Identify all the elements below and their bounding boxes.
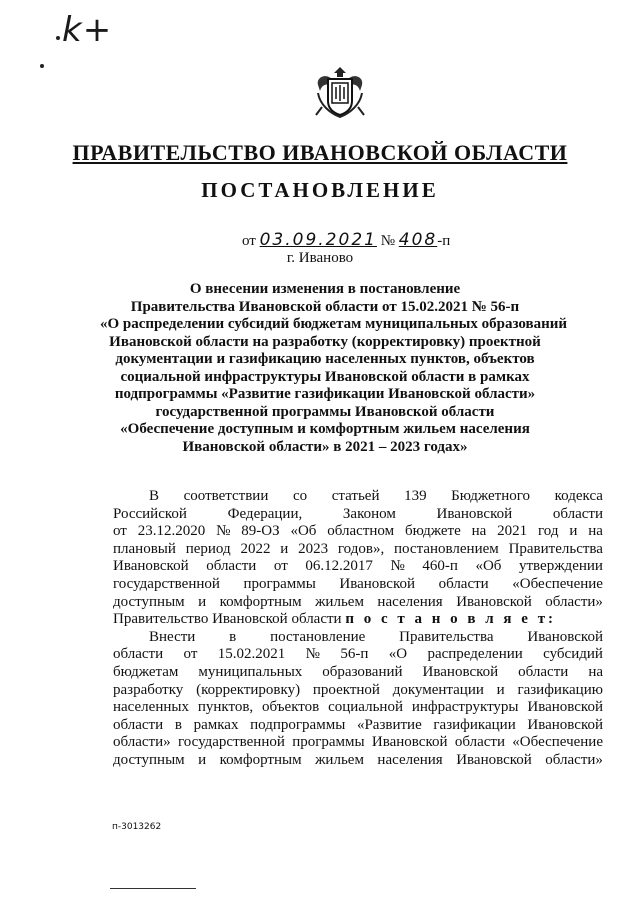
word: на	[588, 663, 603, 680]
ink-dot	[56, 36, 60, 40]
word: Ивановской	[456, 593, 532, 610]
body-line	[113, 682, 603, 700]
body-line	[113, 523, 603, 541]
word: пунктов,	[197, 699, 254, 716]
body-line	[113, 488, 603, 506]
word: образований	[322, 663, 403, 680]
word: 460-п	[422, 558, 458, 575]
word: 2022	[240, 540, 271, 557]
word: В	[149, 488, 160, 504]
word: муниципальных	[198, 663, 303, 680]
word: постановление	[270, 628, 366, 645]
word: 06.12.2017	[305, 558, 373, 575]
word: Ивановской	[371, 734, 448, 751]
word: годов»,	[337, 540, 385, 557]
word: документации	[392, 681, 484, 698]
word: от	[183, 646, 198, 663]
subject-line: «О распределении субсидий бюджетам муниципальных образований	[100, 316, 568, 332]
body-line	[113, 629, 603, 647]
word: области»	[545, 593, 603, 610]
body-line	[113, 752, 603, 770]
word: жильем	[315, 751, 364, 768]
city: г. Иваново	[286, 250, 354, 266]
word: 89-ОЗ	[241, 523, 280, 540]
word: Российской	[113, 505, 187, 522]
ink-dot	[40, 64, 44, 68]
word: Ивановской	[527, 716, 603, 733]
word: и	[198, 593, 207, 610]
word: области	[113, 716, 164, 733]
subject-line: «Обеспечение доступным и комфортным жильем населения	[120, 421, 530, 437]
word: плановый	[113, 540, 176, 557]
word: бюджете	[405, 523, 461, 540]
word: Ивановской	[527, 628, 603, 645]
word: 2021	[497, 523, 528, 540]
word: и	[198, 751, 207, 768]
word: и	[280, 540, 289, 557]
word: в	[229, 628, 237, 645]
word: разработку	[113, 681, 184, 698]
subject-line: Ивановской области на разработку (корректировку) проектной	[109, 333, 541, 350]
body-line	[113, 506, 603, 524]
word: социальной	[328, 699, 403, 716]
word: со	[292, 488, 308, 504]
word: «Обеспечение	[512, 734, 603, 751]
body-line	[113, 646, 603, 664]
word: доступным	[113, 751, 185, 768]
body-line	[113, 541, 603, 559]
word: Внести	[149, 628, 196, 645]
word: программы	[292, 734, 365, 751]
word: в	[174, 716, 182, 733]
word: «Об	[290, 523, 317, 540]
date-prefix: от	[242, 233, 256, 249]
word: на	[588, 523, 603, 540]
word: подпрограммы	[250, 716, 346, 733]
word: области»	[545, 751, 603, 768]
word: «Об	[475, 558, 502, 575]
body-line	[113, 594, 603, 612]
word: период	[185, 540, 231, 557]
body-line	[113, 699, 603, 717]
word: и	[496, 681, 505, 698]
subject-line: социальной инфраструктуры Ивановской области в рамках	[120, 368, 530, 385]
word: Бюджетного	[451, 488, 531, 504]
decree-date: 03.09.2021	[259, 230, 377, 250]
decree-body	[113, 488, 603, 770]
word: программы	[243, 575, 316, 592]
body-line-text: Правительство Ивановской области	[113, 611, 342, 628]
government-title: ПРАВИТЕЛЬСТВО ИВАНОВСКОЙ ОБЛАСТИ	[72, 140, 568, 165]
subject-line: Ивановской области» в 2021 – 2023 годах»	[182, 438, 468, 455]
number-suffix: -п	[437, 233, 451, 249]
word: 56-п	[340, 646, 369, 663]
word: государственной	[177, 734, 285, 751]
word: населения	[377, 593, 443, 610]
word: области»	[113, 734, 171, 751]
word: области	[454, 734, 505, 751]
coat-of-arms-icon	[312, 63, 368, 119]
word: рамках	[193, 716, 239, 733]
word: 15.02.2021	[217, 646, 286, 663]
divider	[110, 888, 196, 889]
handwritten-mark: k+	[62, 10, 113, 50]
word: области	[518, 663, 569, 680]
word: областном	[327, 523, 395, 540]
word: Федерации,	[227, 505, 303, 522]
subject-line: Правительства Ивановской области от 15.02.2021 № 56-п	[130, 298, 520, 315]
word: доступным	[113, 593, 185, 610]
word: статьей	[331, 488, 380, 504]
word: Ивановской	[527, 699, 603, 716]
word: субсидий	[543, 646, 603, 663]
word: распределении	[427, 646, 523, 663]
body-line	[113, 717, 603, 735]
word: Ивановской	[113, 558, 189, 575]
number-sign: №	[380, 233, 396, 249]
body-line	[113, 558, 603, 576]
subject-line: подпрограммы «Развитие газификации Ивановской области»	[114, 386, 536, 402]
word: 23.12.2020	[137, 523, 206, 540]
word: области	[552, 505, 603, 522]
body-line	[113, 576, 603, 594]
word: на	[471, 523, 487, 540]
word: кодекса	[554, 488, 603, 504]
word: Правительства	[508, 540, 603, 557]
word: «Развитие	[356, 716, 422, 733]
decree-word: п о с т а н о в л я е т:	[345, 611, 557, 628]
word: газификацию	[517, 681, 603, 698]
subject-line: государственной программы Ивановской области	[155, 403, 495, 420]
word: Ивановской	[456, 751, 532, 768]
word: от	[113, 523, 127, 540]
word: Ивановской	[339, 575, 416, 592]
word: утверждении	[518, 558, 603, 575]
word: газификации	[433, 716, 516, 733]
word: инфраструктуры	[411, 699, 519, 716]
word: от	[273, 558, 288, 575]
word: №	[390, 558, 405, 575]
word: «О	[388, 646, 408, 663]
word: Ивановской	[422, 663, 499, 680]
body-line	[113, 664, 603, 682]
subject-line: О внесении изменения в постановление	[189, 281, 461, 297]
word: жильем	[315, 593, 364, 610]
decree-number: 408	[398, 230, 438, 250]
decree-subject	[100, 281, 568, 456]
word: №	[305, 646, 320, 663]
word: соответствии	[183, 488, 269, 504]
word: Ивановской	[436, 505, 513, 522]
word: Законом	[342, 505, 396, 522]
word: населения	[377, 751, 443, 768]
word: 139	[404, 488, 427, 504]
word: год	[538, 523, 559, 540]
body-line	[113, 734, 603, 752]
date-number-line	[242, 230, 450, 250]
word: и	[569, 523, 578, 540]
word: 2023	[298, 540, 329, 557]
word: бюджетам	[113, 663, 179, 680]
document-code: п-3013262	[112, 822, 162, 832]
word: Правительства	[399, 628, 494, 645]
word: (корректировку)	[196, 681, 301, 698]
word: проектной	[312, 681, 380, 698]
word: области	[206, 558, 257, 575]
document-type-title: ПОСТАНОВЛЕНИЕ	[201, 178, 439, 202]
word: области	[438, 575, 489, 592]
word: комфортным	[219, 751, 302, 768]
subject-line: документации и газификацию населенных пунктов, объектов	[115, 351, 535, 367]
word: объектов	[262, 699, 320, 716]
word: постановлением	[394, 540, 499, 557]
body-line	[113, 611, 603, 629]
word: государственной	[113, 575, 220, 592]
word: «Обеспечение	[512, 575, 603, 592]
word: области	[113, 646, 164, 663]
word: №	[216, 523, 231, 540]
word: комфортным	[219, 593, 302, 610]
word: населенных	[113, 699, 189, 716]
